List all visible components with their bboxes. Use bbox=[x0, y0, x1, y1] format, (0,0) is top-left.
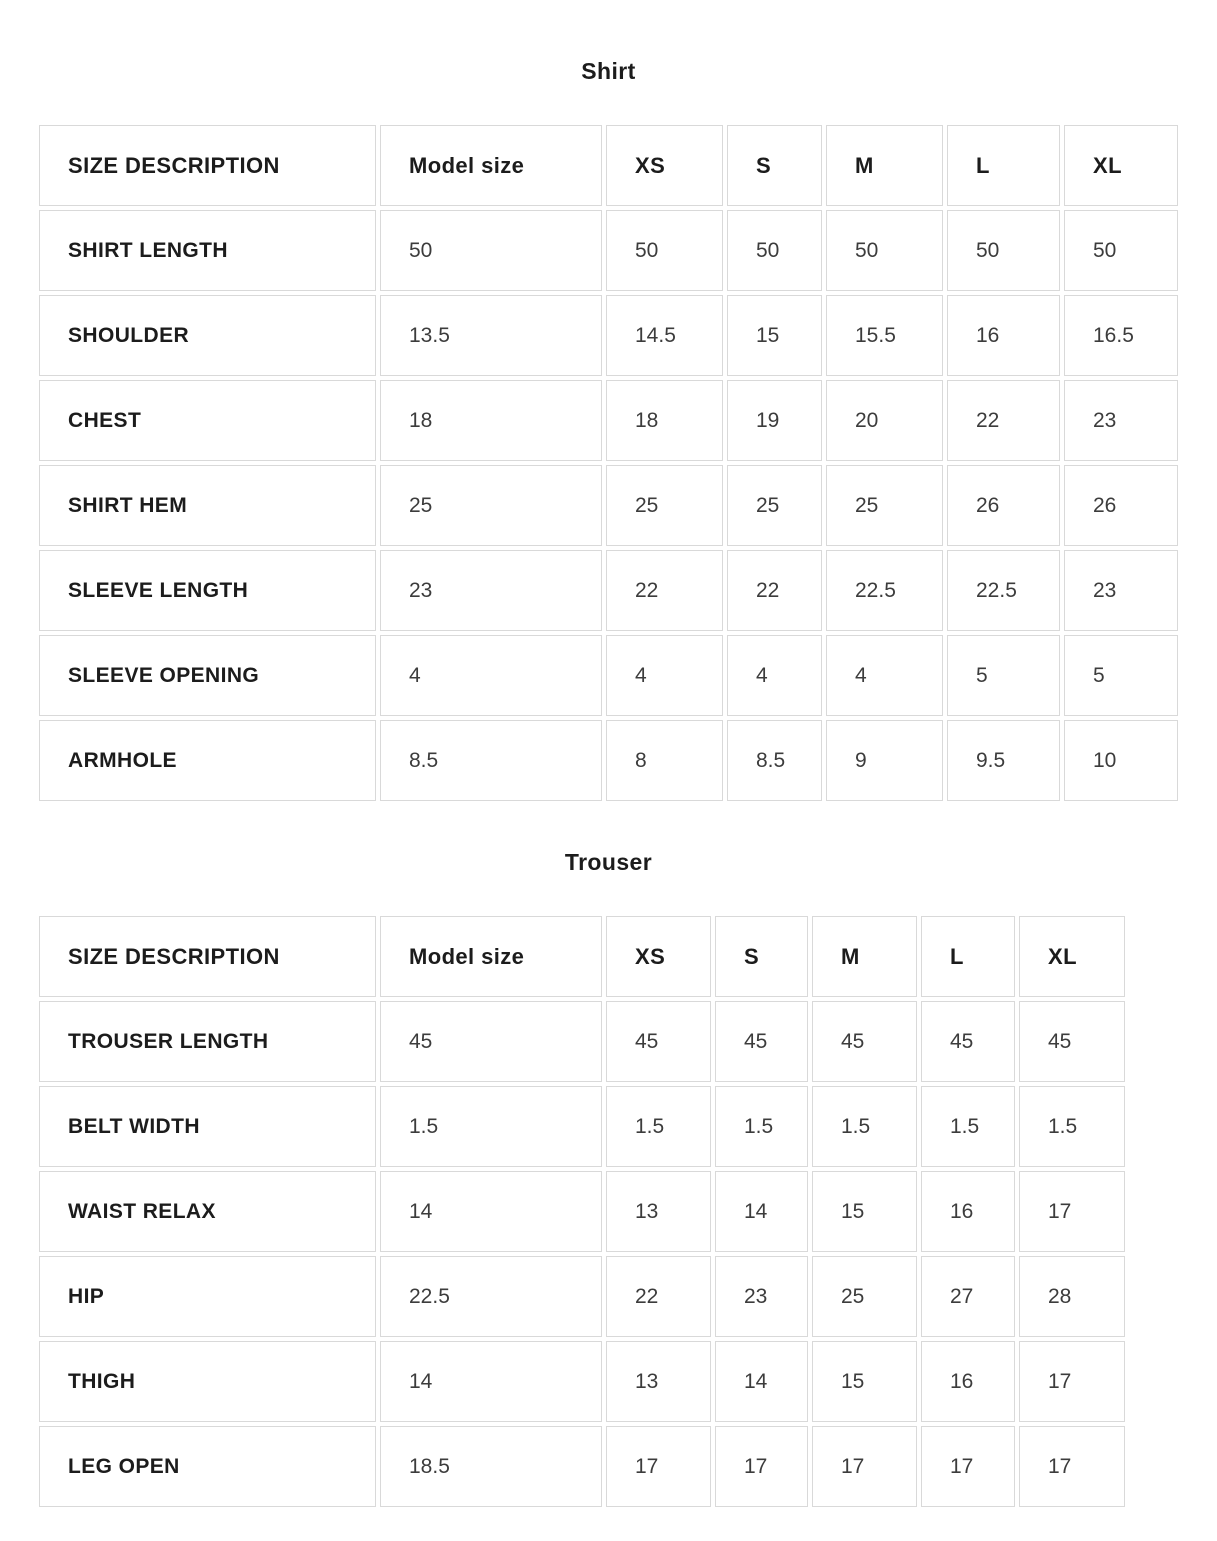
header-row bbox=[39, 916, 1125, 997]
value-cell: 16 bbox=[947, 295, 1060, 376]
value-cell: 50 bbox=[1064, 210, 1178, 291]
value-cell: 25 bbox=[380, 465, 602, 546]
value-cell: 17 bbox=[1019, 1341, 1125, 1422]
header-row bbox=[39, 125, 1178, 206]
value-cell: 17 bbox=[1019, 1426, 1125, 1507]
row-label: WAIST RELAX bbox=[39, 1171, 376, 1252]
column-header-xl: XL bbox=[1064, 125, 1178, 206]
table-row-hip bbox=[39, 1256, 1125, 1337]
value-cell: 50 bbox=[380, 210, 602, 291]
column-header-xs: XS bbox=[606, 125, 723, 206]
value-cell: 45 bbox=[606, 1001, 711, 1082]
value-cell: 45 bbox=[921, 1001, 1015, 1082]
row-label: BELT WIDTH bbox=[39, 1086, 376, 1167]
shirt-table-title: Shirt bbox=[581, 58, 636, 84]
value-cell: 15 bbox=[727, 295, 822, 376]
value-cell: 45 bbox=[1019, 1001, 1125, 1082]
value-cell: 18 bbox=[380, 380, 602, 461]
row-label: CHEST bbox=[39, 380, 376, 461]
value-cell: 8 bbox=[606, 720, 723, 801]
value-cell: 4 bbox=[380, 635, 602, 716]
value-cell: 19 bbox=[727, 380, 822, 461]
value-cell: 16.5 bbox=[1064, 295, 1178, 376]
value-cell: 50 bbox=[727, 210, 822, 291]
value-cell: 28 bbox=[1019, 1256, 1125, 1337]
value-cell: 25 bbox=[812, 1256, 917, 1337]
row-label: HIP bbox=[39, 1256, 376, 1337]
column-header-s: S bbox=[727, 125, 822, 206]
value-cell: 18 bbox=[606, 380, 723, 461]
value-cell: 8.5 bbox=[380, 720, 602, 801]
value-cell: 9 bbox=[826, 720, 943, 801]
value-cell: 17 bbox=[606, 1426, 711, 1507]
column-header-m: M bbox=[812, 916, 917, 997]
table-row-trouser-length bbox=[39, 1001, 1125, 1082]
value-cell: 23 bbox=[380, 550, 602, 631]
column-header-m: M bbox=[826, 125, 943, 206]
column-header-xs: XS bbox=[606, 916, 711, 997]
column-header-model-size: Model size bbox=[380, 916, 602, 997]
value-cell: 45 bbox=[380, 1001, 602, 1082]
value-cell: 50 bbox=[947, 210, 1060, 291]
value-cell: 13.5 bbox=[380, 295, 602, 376]
row-label: SLEEVE OPENING bbox=[39, 635, 376, 716]
shirt-size-section bbox=[35, 58, 1182, 805]
value-cell: 17 bbox=[921, 1426, 1015, 1507]
column-header-l: L bbox=[947, 125, 1060, 206]
row-label: ARMHOLE bbox=[39, 720, 376, 801]
value-cell: 45 bbox=[715, 1001, 808, 1082]
value-cell: 8.5 bbox=[727, 720, 822, 801]
table-row-thigh bbox=[39, 1341, 1125, 1422]
value-cell: 14.5 bbox=[606, 295, 723, 376]
column-header-xl: XL bbox=[1019, 916, 1125, 997]
value-cell: 4 bbox=[727, 635, 822, 716]
value-cell: 4 bbox=[606, 635, 723, 716]
column-header-size-description: SIZE DESCRIPTION bbox=[39, 125, 376, 206]
value-cell: 9.5 bbox=[947, 720, 1060, 801]
trouser-size-table bbox=[35, 912, 1129, 1511]
value-cell: 5 bbox=[947, 635, 1060, 716]
value-cell: 15 bbox=[812, 1171, 917, 1252]
column-header-size-description: SIZE DESCRIPTION bbox=[39, 916, 376, 997]
row-label: LEG OPEN bbox=[39, 1426, 376, 1507]
row-label: SLEEVE LENGTH bbox=[39, 550, 376, 631]
row-label: SHIRT LENGTH bbox=[39, 210, 376, 291]
value-cell: 14 bbox=[715, 1171, 808, 1252]
column-header-model-size: Model size bbox=[380, 125, 602, 206]
table-row-leg-open bbox=[39, 1426, 1125, 1507]
value-cell: 22.5 bbox=[380, 1256, 602, 1337]
value-cell: 45 bbox=[812, 1001, 917, 1082]
value-cell: 1.5 bbox=[715, 1086, 808, 1167]
value-cell: 17 bbox=[1019, 1171, 1125, 1252]
value-cell: 25 bbox=[606, 465, 723, 546]
value-cell: 5 bbox=[1064, 635, 1178, 716]
value-cell: 22 bbox=[727, 550, 822, 631]
value-cell: 1.5 bbox=[921, 1086, 1015, 1167]
value-cell: 23 bbox=[1064, 380, 1178, 461]
value-cell: 26 bbox=[947, 465, 1060, 546]
value-cell: 17 bbox=[715, 1426, 808, 1507]
value-cell: 13 bbox=[606, 1341, 711, 1422]
column-header-s: S bbox=[715, 916, 808, 997]
trouser-table-title: Trouser bbox=[564, 849, 653, 875]
value-cell: 17 bbox=[812, 1426, 917, 1507]
value-cell: 20 bbox=[826, 380, 943, 461]
value-cell: 14 bbox=[715, 1341, 808, 1422]
shirt-size-table bbox=[35, 121, 1182, 805]
value-cell: 15.5 bbox=[826, 295, 943, 376]
value-cell: 13 bbox=[606, 1171, 711, 1252]
trouser-size-section bbox=[35, 849, 1182, 1511]
value-cell: 22 bbox=[606, 550, 723, 631]
row-label: TROUSER LENGTH bbox=[39, 1001, 376, 1082]
table-row-shoulder bbox=[39, 295, 1178, 376]
value-cell: 25 bbox=[826, 465, 943, 546]
value-cell: 14 bbox=[380, 1171, 602, 1252]
value-cell: 27 bbox=[921, 1256, 1015, 1337]
table-row-sleeve-opening bbox=[39, 635, 1178, 716]
value-cell: 23 bbox=[715, 1256, 808, 1337]
row-label: SHOULDER bbox=[39, 295, 376, 376]
value-cell: 22.5 bbox=[826, 550, 943, 631]
value-cell: 26 bbox=[1064, 465, 1178, 546]
value-cell: 23 bbox=[1064, 550, 1178, 631]
table-row-shirt-hem bbox=[39, 465, 1178, 546]
value-cell: 18.5 bbox=[380, 1426, 602, 1507]
value-cell: 22 bbox=[606, 1256, 711, 1337]
table-row-waist-relax bbox=[39, 1171, 1125, 1252]
value-cell: 16 bbox=[921, 1341, 1015, 1422]
table-row-sleeve-length bbox=[39, 550, 1178, 631]
value-cell: 50 bbox=[826, 210, 943, 291]
table-row-chest bbox=[39, 380, 1178, 461]
table-row-shirt-length bbox=[39, 210, 1178, 291]
value-cell: 14 bbox=[380, 1341, 602, 1422]
table-row-armhole bbox=[39, 720, 1178, 801]
value-cell: 22 bbox=[947, 380, 1060, 461]
value-cell: 16 bbox=[921, 1171, 1015, 1252]
value-cell: 10 bbox=[1064, 720, 1178, 801]
value-cell: 15 bbox=[812, 1341, 917, 1422]
value-cell: 22.5 bbox=[947, 550, 1060, 631]
column-header-l: L bbox=[921, 916, 1015, 997]
table-row-belt-width bbox=[39, 1086, 1125, 1167]
value-cell: 50 bbox=[606, 210, 723, 291]
row-label: SHIRT HEM bbox=[39, 465, 376, 546]
value-cell: 1.5 bbox=[812, 1086, 917, 1167]
value-cell: 1.5 bbox=[1019, 1086, 1125, 1167]
value-cell: 4 bbox=[826, 635, 943, 716]
value-cell: 25 bbox=[727, 465, 822, 546]
value-cell: 1.5 bbox=[606, 1086, 711, 1167]
row-label: THIGH bbox=[39, 1341, 376, 1422]
value-cell: 1.5 bbox=[380, 1086, 602, 1167]
